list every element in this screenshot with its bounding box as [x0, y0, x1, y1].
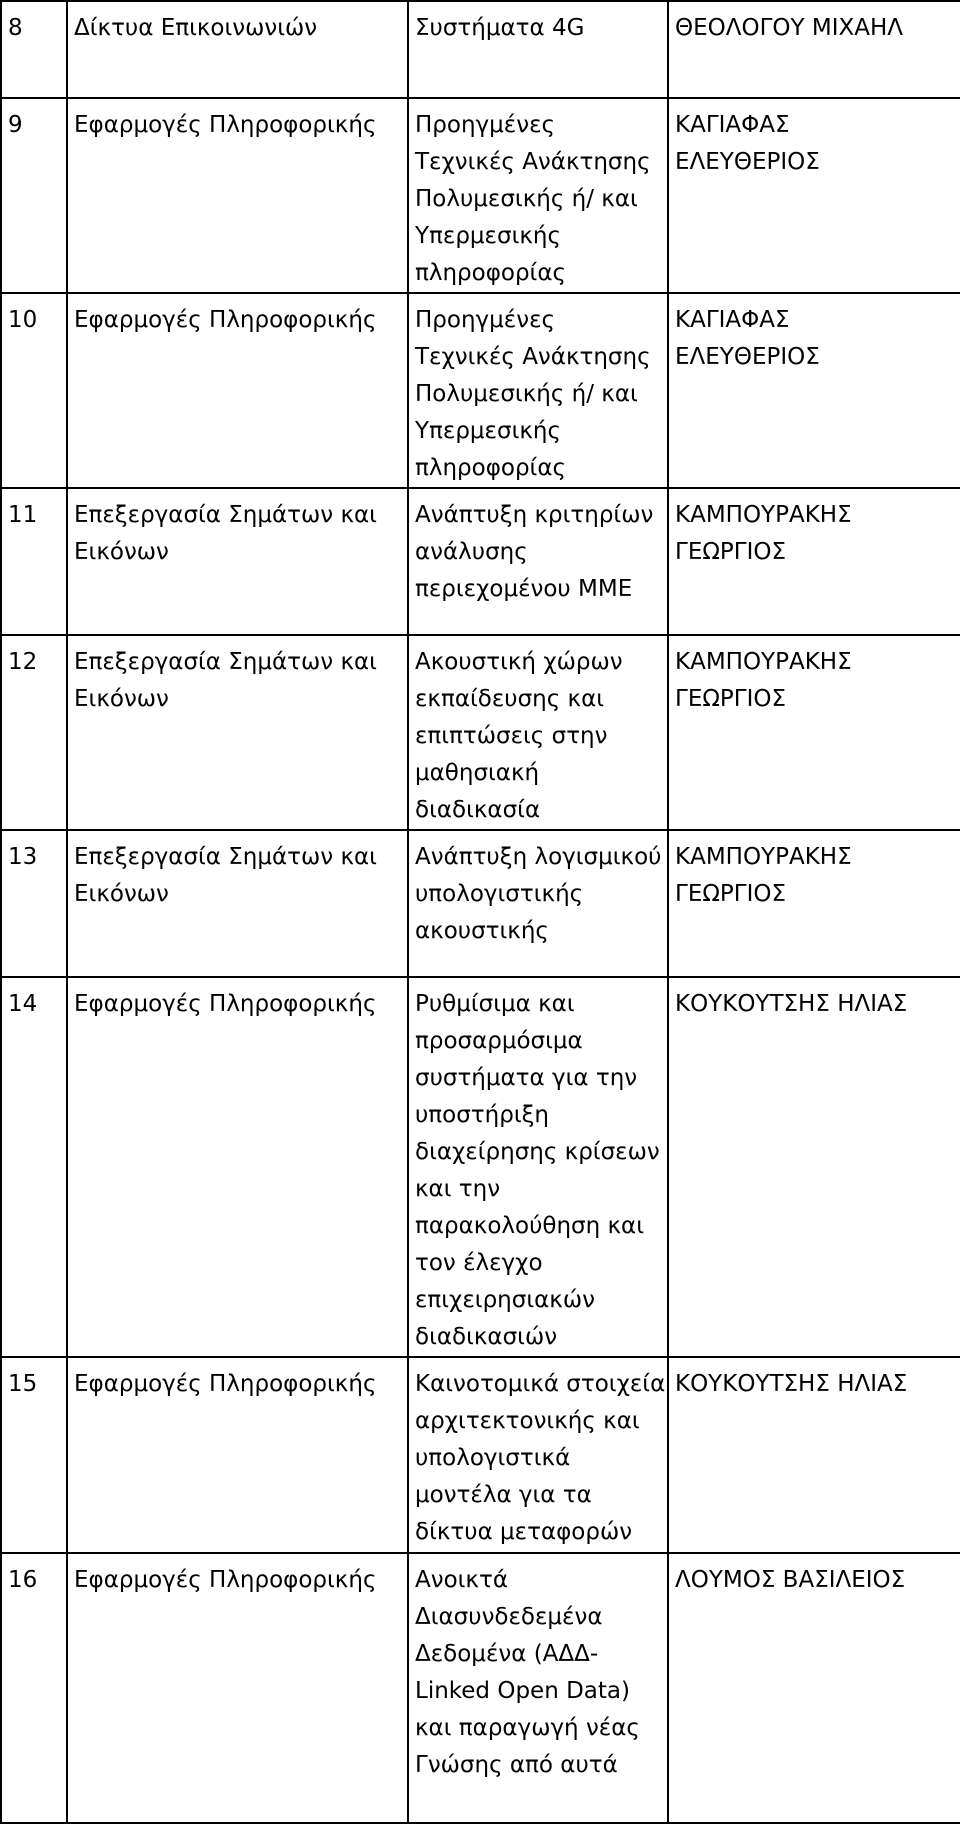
table-row: [1, 1553, 960, 1823]
field-cell: Δίκτυα Επικοινωνιών: [67, 1, 408, 98]
row-number: 14: [1, 977, 67, 1357]
topic-cell: Καινοτομικά στοιχεία αρχιτεκτονικής και υπολογιστικά μοντέλα για τα δίκτυα μεταφορών: [408, 1357, 668, 1553]
professor-cell: ΚΑΓΙΑΦΑΣ ΕΛΕΥΘΕΡΙΟΣ: [668, 293, 960, 488]
table-row: [1, 1357, 960, 1553]
professor-cell: ΚΑΜΠΟΥΡΑΚΗΣ ΓΕΩΡΓΙΟΣ: [668, 488, 960, 635]
topic-cell: Ανάπτυξη κριτηρίων ανάλυσης περιεχομένου ΜΜΕ: [408, 488, 668, 635]
field-cell: Εφαρμογές Πληροφορικής: [67, 293, 408, 488]
row-number: 10: [1, 293, 67, 488]
professor-cell: ΛΟΥΜΟΣ ΒΑΣΙΛΕΙΟΣ: [668, 1553, 960, 1823]
topic-cell: Ανοικτά Διασυνδεδεμένα Δεδομένα (ΑΔΔ- Linked Open Data) και παραγωγή νέας Γνώσης από αυτά: [408, 1553, 668, 1823]
table-row: [1, 1, 960, 98]
topic-cell: Ακουστική χώρων εκπαίδευσης και επιπτώσεις στην μαθησιακή διαδικασία: [408, 635, 668, 830]
professor-cell: ΚΑΜΠΟΥΡΑΚΗΣ ΓΕΩΡΓΙΟΣ: [668, 635, 960, 830]
row-number: 12: [1, 635, 67, 830]
field-cell: Εφαρμογές Πληροφορικής: [67, 1357, 408, 1553]
row-number: 15: [1, 1357, 67, 1553]
row-number: 8: [1, 1, 67, 98]
topic-cell: Συστήματα 4G: [408, 1, 668, 98]
table-row: [1, 635, 960, 830]
professor-cell: ΚΑΜΠΟΥΡΑΚΗΣ ΓΕΩΡΓΙΟΣ: [668, 830, 960, 977]
table-row: [1, 293, 960, 488]
topic-cell: Ρυθμίσιμα και προσαρμόσιμα συστήματα για την υποστήριξη διαχείρησης κρίσεων και την παρακολούθηση και τον έλεγχο επιχειρησιακών διαδικασιών: [408, 977, 668, 1357]
table-row: [1, 98, 960, 293]
topic-cell: Προηγμένες Τεχνικές Ανάκτησης Πολυμεσικής ή/ και Υπερμεσικής πληροφορίας: [408, 293, 668, 488]
professor-cell: ΚΟΥΚΟΥΤΣΗΣ ΗΛΙΑΣ: [668, 1357, 960, 1553]
professor-cell: ΘΕΟΛΟΓΟΥ ΜΙΧΑΗΛ: [668, 1, 960, 98]
field-cell: Εφαρμογές Πληροφορικής: [67, 98, 408, 293]
table-row: [1, 488, 960, 635]
professor-cell: ΚΟΥΚΟΥΤΣΗΣ ΗΛΙΑΣ: [668, 977, 960, 1357]
table-row: [1, 830, 960, 977]
topic-cell: Ανάπτυξη λογισμικού υπολογιστικής ακουστικής: [408, 830, 668, 977]
table-row: [1, 977, 960, 1357]
row-number: 9: [1, 98, 67, 293]
row-number: 11: [1, 488, 67, 635]
field-cell: Επεξεργασία Σημάτων και Εικόνων: [67, 488, 408, 635]
row-number: 13: [1, 830, 67, 977]
field-cell: Εφαρμογές Πληροφορικής: [67, 977, 408, 1357]
professor-cell: ΚΑΓΙΑΦΑΣ ΕΛΕΥΘΕΡΙΟΣ: [668, 98, 960, 293]
field-cell: Εφαρμογές Πληροφορικής: [67, 1553, 408, 1823]
row-number: 16: [1, 1553, 67, 1823]
field-cell: Επεξεργασία Σημάτων και Εικόνων: [67, 830, 408, 977]
topic-cell: Προηγμένες Τεχνικές Ανάκτησης Πολυμεσικής ή/ και Υπερμεσικής πληροφορίας: [408, 98, 668, 293]
field-cell: Επεξεργασία Σημάτων και Εικόνων: [67, 635, 408, 830]
